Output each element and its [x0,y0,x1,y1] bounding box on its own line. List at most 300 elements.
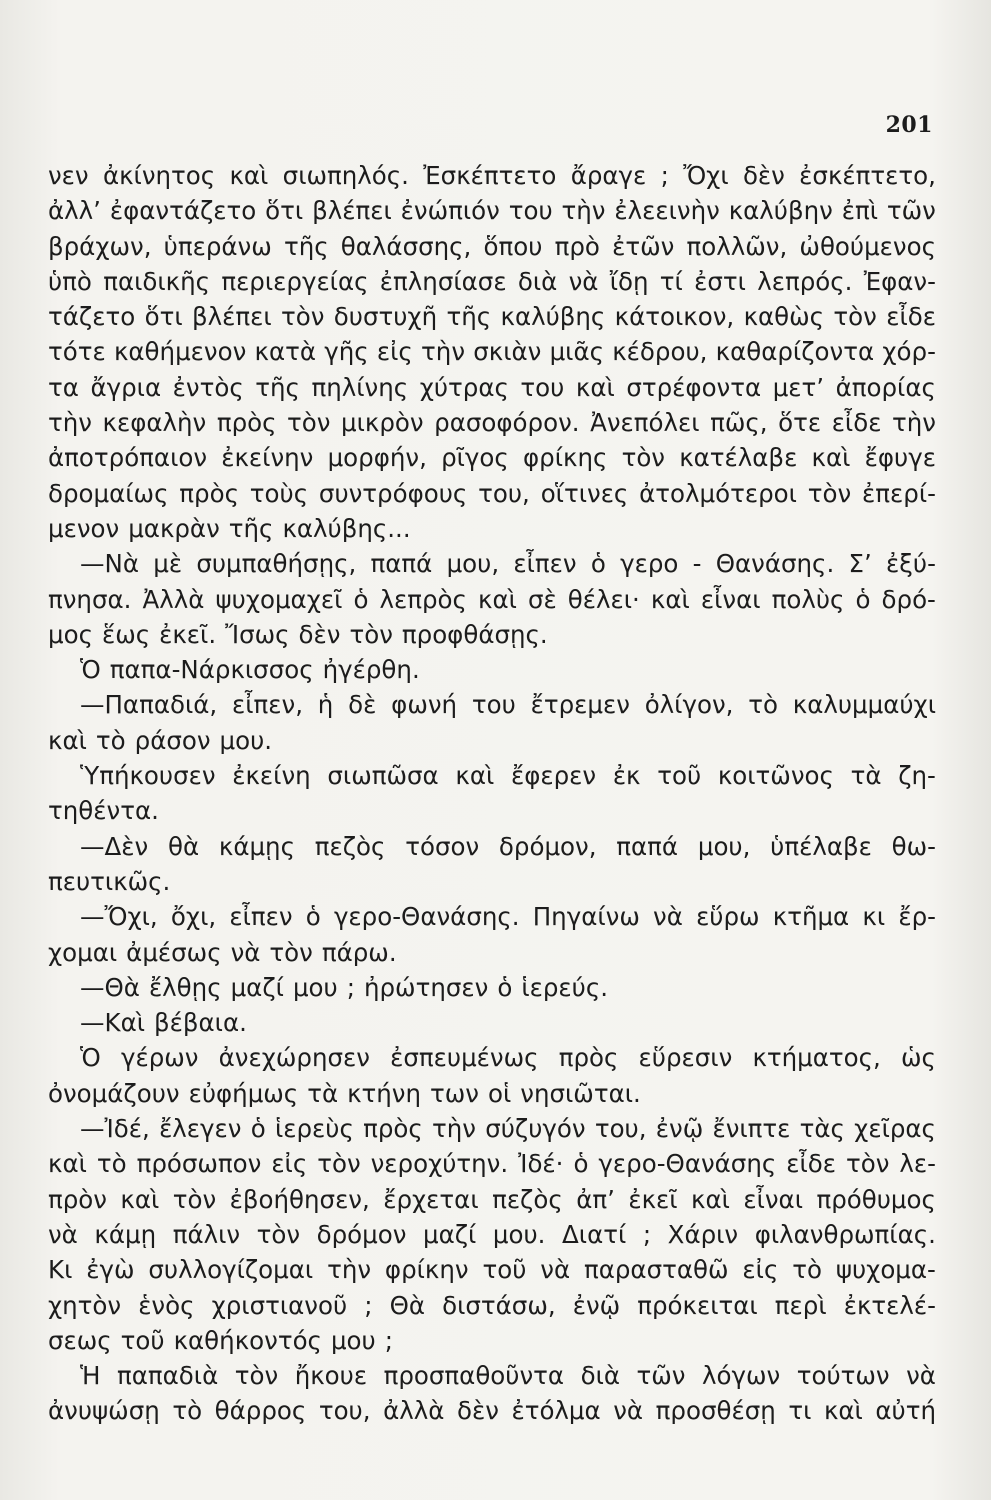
word: ἐλεεινὴν [614,196,720,226]
word: ὅπου [483,231,543,261]
word: κατέλαβε [679,443,798,473]
word: τα [48,372,79,402]
word: τὸν [281,302,325,332]
word: κεφαλὴν [102,408,207,438]
word: μακρὰν [128,513,220,543]
text-line [48,440,936,475]
word: καλύβην [728,196,833,226]
word: τὸν [234,1361,279,1391]
word: νὰ [613,1396,644,1426]
word: ὅτι [265,196,304,226]
word: —Δὲν [80,831,149,861]
word: ὠθούμενος [799,231,936,261]
word: πολὺς [771,584,845,614]
word: εὕρω [696,902,760,932]
word: Χάριν [667,1219,739,1249]
word: μου, [697,831,751,861]
word: τῶν [886,196,936,226]
word: ἀνυψώσῃ [48,1396,160,1426]
word: ἱερεύς. [521,972,608,1002]
word: του [471,690,516,720]
word: ; [384,1325,393,1355]
word: νὰ [568,266,599,296]
text-line [48,1288,936,1323]
text-line [48,1393,936,1428]
word: μετ’ [772,372,825,402]
word: τότε [48,337,106,367]
word: ἀλλ’ [48,196,101,226]
word: ἔλεγεν [159,1114,242,1144]
word: τὴν [48,408,92,438]
word: καὶ [48,725,87,755]
word: τῆς [283,231,329,261]
word: χόρ- [882,337,936,367]
word: ἐτῶν [612,231,675,261]
word: σεως [48,1325,112,1355]
word: πρὸν [48,1184,107,1214]
word: —Θὰ [80,972,140,1002]
word: ἄραγε [570,161,647,190]
word: ἐπὶ [841,196,879,226]
word: πευτικῶς. [48,866,171,896]
word: ψυχομα- [835,1255,936,1285]
word: ὁ [353,584,369,614]
word: των [430,1078,479,1108]
text-line [48,1040,936,1075]
text-line [48,1252,936,1287]
word: σκιὰν [473,337,542,367]
word: τῆς [446,302,492,332]
word: ἀπορίας [835,372,936,402]
word: ; [660,161,669,190]
word: ἔφερεν [510,761,597,791]
word: ἠρώτησεν [363,972,489,1002]
word: Ἀνεπόλει [590,408,700,438]
word: διὰ [517,266,558,296]
body-text [48,158,936,1429]
word: δὲν [456,1396,499,1426]
word: τὸ [172,1396,203,1426]
word: εἰς [376,337,413,367]
word: ἐκεῖ [628,1184,678,1214]
text-line [48,758,936,793]
word: λεπρὸς [379,584,467,614]
word: παπά [370,549,433,579]
word: ζη- [898,761,936,791]
word: τι [788,1396,812,1426]
word: προφθάσῃς. [401,619,548,649]
word: τούτων [796,1361,890,1391]
word: πρὸς [363,1114,423,1144]
word: παρασταθῶ [583,1255,729,1285]
word: Ἴσως [225,619,290,649]
word: —Νὰ [80,549,139,579]
word: εἶπεν, [232,690,303,720]
text-line [48,617,936,652]
word: Διατί [562,1219,627,1249]
word: τοὺς [249,478,309,508]
word: καὶ [811,443,851,473]
word: νὰ [230,937,261,967]
word: ; [364,1290,373,1320]
word: θέλει· [567,584,640,614]
word: βλέπει [191,302,272,332]
text-line [48,476,936,511]
word: φρίκην [384,1255,469,1285]
word: τὸν [349,619,393,649]
word: ἐπλησίασε [379,266,507,296]
word: θαλάσσης, [340,231,472,261]
word: προσπαθοῦντα [383,1361,565,1391]
word: βέβαια. [154,1008,247,1038]
word: Ἡ [80,1361,101,1391]
word: τὴν [431,1114,476,1144]
word: παπα-Νάρκισσος [109,655,314,685]
word: λε- [899,1149,936,1179]
word: τὸν [256,1219,301,1249]
text-line [48,1182,936,1217]
word: μου [292,972,338,1002]
word: δὲ [348,690,377,720]
word: ὁ [250,1114,266,1144]
word: εἰς [742,1255,779,1285]
word: νεροχύτην. [370,1149,509,1179]
word: ὁ [305,902,321,932]
word: μικρὸν [341,408,424,438]
word: τὸ [95,725,126,755]
text-line [48,229,936,264]
word: καθὼς [743,302,825,332]
word: κι [862,902,886,932]
word: βλέπει [312,196,392,226]
word: καλύβης [500,302,606,332]
text-line [48,970,936,1005]
word: δρόμον [316,1219,407,1249]
word: σὲ [527,584,557,614]
word: τοῦ [482,1255,527,1285]
word: ὑπὸ [48,266,92,296]
page-number: 201 [885,112,933,138]
word: κάτοικον, [614,302,735,332]
text-line [48,1146,936,1181]
word: χριστιανοῦ [211,1290,348,1320]
word: ἡ [317,690,334,720]
word: προσθέσῃ [655,1396,776,1426]
word: ἴδῃ [609,266,649,296]
word: ἔτρεμεν [530,690,630,720]
word: τί [659,266,683,296]
word: τὸν [287,408,331,438]
word: μιᾶς [549,337,604,367]
word: ἐτόλμα [511,1396,601,1426]
word: καὶ [650,584,690,614]
word: τὸν [845,1149,890,1179]
word: πῶς, [710,408,768,438]
word: ἀμέσως [126,937,222,967]
word: τὰς [799,1114,845,1144]
word: ρασοφόρον. [434,408,580,438]
word: τὸ [96,1149,127,1179]
word: —Καὶ [80,1008,146,1038]
word: τὸ [748,690,778,720]
word: ἄγρια [90,372,162,402]
word: τῶν [636,1361,686,1391]
word: δρομαίως [48,478,169,508]
word: πηλίνης [311,372,409,402]
word: Πηγαίνω [532,902,640,932]
word: Σ’ [848,549,872,579]
word: καὶ [575,372,615,402]
word: ; [346,972,355,1002]
word: ἐσκέπτετο, [799,161,936,190]
text-line [48,899,936,934]
word: Ἀλλὰ [142,584,205,614]
word: ἱερεὺς [274,1114,354,1144]
word: του, [318,1396,371,1426]
word: περιεργείας [221,266,369,296]
word: κτήνη [347,1078,422,1108]
word: τὸν [621,443,665,473]
word: νὰ [653,902,683,932]
word: ὁ [855,584,871,614]
text-line [48,1217,936,1252]
word: μαζί [230,972,284,1002]
word: δρό- [881,584,936,614]
word: —Ἰδέ, [80,1114,150,1144]
text-line [48,793,936,828]
word: ὄχι, [170,902,217,932]
word: νὰ [540,1255,571,1285]
word: σιωπηλός. [282,161,409,190]
word: Ὑπήκουσεν [80,761,216,791]
word: παιδικῆς [103,266,211,296]
word: ἀπ’ [576,1184,615,1214]
word: ἀνεχώρησεν [218,1043,370,1073]
word: συλλογίζομαι [148,1255,314,1285]
word: χομαι [48,937,118,967]
word: του [508,196,553,226]
word: τὰ [307,1078,339,1108]
word: λόγων [702,1361,781,1391]
word: πρόσωπον [136,1149,262,1179]
word: λεπρός. [757,266,853,296]
word: κτήματος, [752,1043,881,1073]
word: του, [478,478,530,508]
word: εἶναι [743,1184,803,1214]
word: χητὸν [48,1290,122,1320]
word: συντρόφους [318,478,468,508]
word: πολλῶν, [686,231,788,261]
word: καὶ [229,161,269,190]
word: πρὸς [558,1043,619,1073]
word: νὰ [48,1219,78,1249]
word: νεν [48,161,89,190]
word: τὴν [561,196,606,226]
word: τὸν [807,478,852,508]
text-line [48,546,936,581]
word: ψυχομαχεῖ [215,584,343,614]
text-line [48,370,936,405]
word: διστάσω, [442,1290,556,1320]
word: ὑπέλαβε [770,831,872,861]
word: καθήμενον [113,337,247,367]
text-line [48,1323,936,1358]
word: ἐκ [612,761,641,791]
word: ἐστι [694,266,746,296]
word: εἶπεν [513,549,577,579]
word: τοῦ [657,761,702,791]
word: ἐκεῖ. [159,619,217,649]
word: πεζὸς [314,831,386,861]
word: πρὸς [216,408,277,438]
word: καὶ [823,1396,863,1426]
word: καὶ [48,1149,87,1179]
word: εἰς [271,1149,308,1179]
word: χύτρας [419,372,509,402]
word: πεζὸς [492,1184,563,1214]
word: - [692,549,702,579]
word: ὅτι [144,302,183,332]
word: σύζυγόν [485,1114,586,1144]
word: κέδρου, [612,337,708,367]
word: κατὰ [254,337,317,367]
word: ὁ [497,972,513,1002]
word: ἐνῷ [655,1114,704,1144]
word: Ὄχι [683,161,729,190]
text-line [48,1111,936,1146]
word: καὶ [455,761,495,791]
word: συμπαθήσῃς, [196,549,357,579]
word: αὐτή [875,1396,936,1426]
word: τὰ [850,761,882,791]
text-line [48,299,936,334]
word: ἐκτελέ- [843,1290,936,1320]
word: νησιῶται. [520,1078,641,1108]
word: ἐνῷ [572,1290,621,1320]
text-line [48,1076,936,1111]
text-line [48,405,936,440]
text-line [48,687,936,722]
word: δὲν [742,161,785,190]
word: ἔρ- [898,902,936,932]
word: τῆς [255,372,300,402]
word: ἠγέρθη. [322,655,420,685]
word: οἵτινες [540,478,629,508]
word: σιωπῶσα [327,761,439,791]
word: πάρω. [321,937,397,967]
text-line [48,582,936,617]
word: —Ὄχι, [80,902,158,932]
word: εὐφήμως [188,1078,299,1108]
word: δρόμον, [498,831,597,861]
word: ἤκουε [294,1361,368,1391]
word: καὶ [478,584,517,614]
word: μος [48,619,93,649]
text-line [48,334,936,369]
text-line [48,864,936,899]
word: τὸν [833,302,877,332]
word: δυστυχῆ [333,302,438,332]
text-line [48,935,936,970]
word: ἐσπευμένως [390,1043,539,1073]
word: μου, [446,549,500,579]
word: καλυμμαύχι [792,690,936,720]
word: πρόκειται [637,1290,758,1320]
word: εἶδε [886,302,936,332]
word: ἐνώπιόν [400,196,500,226]
word: κτῆμα [772,902,850,932]
word: παπαδιὰ [116,1361,219,1391]
word: ἐξύ- [886,549,936,579]
word: ἀτολμότεροι [639,478,797,508]
word: Ὁ [80,1043,101,1073]
word: τὸ [792,1255,822,1285]
word: βράχων, [48,231,152,261]
word: τοῦ [120,1325,165,1355]
word: γῆς [324,337,369,367]
word: καὶ [120,1184,160,1214]
word: Θὰ [389,1290,426,1320]
word: γερο-Θανάσης [598,1149,777,1179]
word: πρὸ [554,231,600,261]
word: ὀλίγον, [644,690,734,720]
word: καλύβης... [282,513,411,543]
word: εἶδε [786,1149,836,1179]
word: πρὸς [179,478,239,508]
word: διὰ [580,1361,621,1391]
word: Ὁ [80,655,101,685]
word: κοιτῶνος [717,761,834,791]
word: ὅτε [778,408,822,438]
word: —Παπαδιά, [80,690,218,720]
text-line [48,264,936,299]
word: χεῖρας [854,1114,936,1144]
word: μου [330,1325,376,1355]
text-line [48,511,936,546]
word: εἶναι [700,584,761,614]
word: τὸν [172,1184,217,1214]
word: ἕως [101,619,151,649]
word: ὁ [573,1149,589,1179]
word: Ἐφαν- [863,266,936,296]
word: ράσον [134,725,211,755]
word: εὕρεσιν [638,1043,733,1073]
word: ἐκείνην [221,443,314,473]
word: ἔφυγε [864,443,936,473]
word: θω- [891,831,936,861]
word: φιλανθρωπίας. [754,1219,936,1249]
word: οἱ [487,1078,512,1108]
text-line [48,829,936,864]
word: πρόθυμος [816,1184,936,1214]
word: γερο-Θανάσης. [333,902,520,932]
word: πνησα. [48,584,132,614]
word: δὲν [298,619,341,649]
word: ἐφαντάζετο [109,196,257,226]
word: ἔρχεται [383,1184,479,1214]
word: ἀλλὰ [383,1396,445,1426]
text-line [48,723,936,758]
word: ρῖγος [441,443,509,473]
word: τὴν [421,337,466,367]
word: μενον [48,513,120,543]
word: ὁ [590,549,606,579]
word: καὶ [691,1184,730,1214]
word: μου. [219,725,273,755]
word: τῆς [228,513,274,543]
word: τηθέντα. [48,796,159,826]
word: Κι [48,1255,73,1285]
